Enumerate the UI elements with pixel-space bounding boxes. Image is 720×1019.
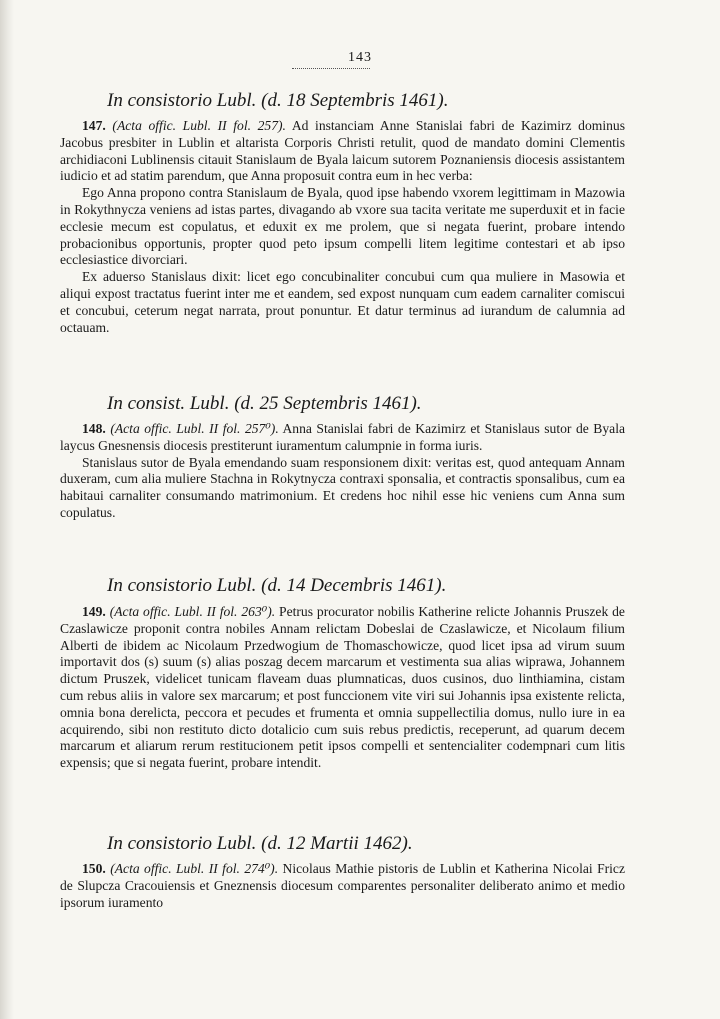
- section-heading: In consist. Lubl. (d. 25 Septembris 1461).: [107, 393, 422, 414]
- document-entry: [60, 861, 625, 911]
- paragraph: Ego Anna propono contra Stanislaum de Byala, quod ipse habendo vxorem legittimam in Mazowia in Rokythnycza veniens ad istas partes, divagando ab vxore sua tacita veritate me superduxit et in facie ecclesie mecum est copulatus, et eduxit ex me prolem, que si negata fuerint, probare intendo probacionibus opportunis, propter quod peto ipsum compelli litem legitime contestari et ab ipso ecclesiastice divorciari.: [60, 185, 625, 268]
- document-entry: [60, 118, 625, 336]
- entry-reference: (Acta offic. Lubl. II fol. 257⁰).: [110, 421, 279, 436]
- document-entry: [60, 604, 625, 772]
- entry-number: 149.: [82, 604, 106, 619]
- entry-number: 148.: [82, 421, 106, 436]
- page-number-rule: [292, 68, 370, 69]
- entry-reference: (Acta offic. Lubl. II fol. 263⁰).: [109, 604, 276, 619]
- scan-edge: [0, 0, 14, 1019]
- section-heading: In consistorio Lubl. (d. 12 Martii 1462).: [107, 833, 413, 854]
- entry-reference: (Acta offic. Lubl. II fol. 274⁰).: [110, 861, 279, 876]
- entry-number: 150.: [82, 861, 106, 876]
- paragraph: Ex aduerso Stanislaus dixit: licet ego concubinaliter concubui cum qua muliere in Masowia et aliqui expost tractatus fuerint inter me et eandem, sed expost nunquam cum eadem carnaliter comiscui et concubui, ceterum negat narrata, prout ponuntur. Et datur terminus ad iurandum de calumnia ad octauam.: [60, 269, 625, 335]
- section-heading: In consistorio Lubl. (d. 14 Decembris 1461).: [107, 575, 447, 596]
- paragraph: Anna Stanislai fabri de Kazimirz et Stanislaus sutor de Byala laycus Gnesnensis diocesis prestiterunt iuramentum calumpnie in forma iuris.: [60, 421, 625, 453]
- entry-reference: (Acta offic. Lubl. II fol. 257).: [112, 118, 286, 133]
- page-number: 143: [348, 50, 372, 65]
- paragraph: Petrus procurator nobilis Katherine relicte Johannis Pruszek de Czaslawicze proponit contra nobiles Annam relictam Dobeslai de Czaslawicze, et Nicolaum filium Alberti de ibidem ac Nicolaum Przedwogium de Thomaschowicze, quod licet ipsa ad virum suum importavit dos (s) suum (s) alias poszag decem marcarum et vestimenta sua alias wiprawa, Johannem dictum Pruszek, videlicet tunicam flaveam duas plumnaticas, duos cusinos, duo linthiamina, cistam cum rebus aliis in valore sex marcarum; et post funccionem vite viri sui Johannis ipsa existente relicta, omnia bona derelicta, peccora et pecudes et frumenta et omnia suppellectilia domus, nullo iure in ea acquirendo, sibi non restituto dicto dotalicio cum suis rebus predictis, receperunt, ad quarum decem marcarum et aliarum rerum restitucionem petit ipsos compelli et sentencialiter codempnari cum litis expensis; que si negata fuerint, probare intendit.: [60, 604, 625, 771]
- paragraph: Ad instanciam Anne Stanislai fabri de Kazimirz dominus Jacobus presbiter in Lublin et altarista Corporis Christi retulit, quod de mandato domini Clementis archidiaconi Lublinensis citauit Stanislaum de Byala laicum sutorem Poznaniensis diocesis assistantem iudicio et ad statim parendum, que Anna proposuit contra eum in hec verba:: [60, 118, 626, 184]
- document-entry: [60, 421, 625, 522]
- section-heading: In consistorio Lubl. (d. 18 Septembris 1461).: [107, 90, 449, 111]
- paragraph: Stanislaus sutor de Byala emendando suam responsionem dixit: veritas est, quod antequam Annam duxeram, cum alia muliere Stachna in Rokytnycza contraxi sponsalia, et contractis sponsalibus, cum ea habitaui carnaliter consumando matrimonium. Et credens hoc nihil esse hic veniens cum Anna sum copulatus.: [60, 454, 625, 520]
- entry-number: 147.: [82, 118, 106, 133]
- paragraph: Nicolaus Mathie pistoris de Lublin et Katherina Nicolai Fricz de Slupcza Cracouiensis et Gneznensis diocesum comparentes personaliter deliberato animo et medio ipsorum iuramento: [60, 861, 625, 910]
